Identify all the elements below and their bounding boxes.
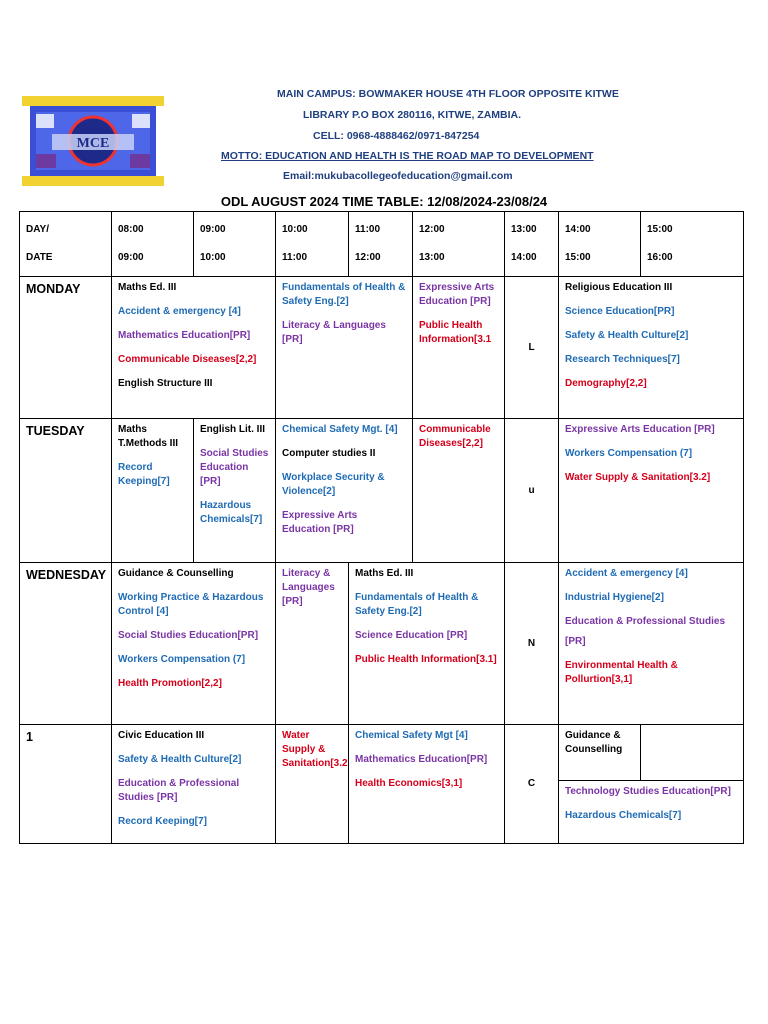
header-1000: 10:00 11:00 bbox=[276, 212, 349, 277]
thursday-1100-slot: Chemical Safety Mgt [4] Mathematics Education[PR] Health Economics[3,1] bbox=[349, 725, 505, 844]
tuesday-0800-slot: Maths T.Methods III Record Keeping[7] bbox=[112, 419, 194, 563]
wednesday-1400-slot: Accident & emergency [4] Industrial Hygiene[2] Education & Professional Studies [PR] Environmental Health & Pollurtion[3,1] bbox=[559, 563, 744, 725]
thursday-0800-slot: Civic Education III Safety & Health Culture[2] Education & Professional Studies [PR] Record Keeping[7] bbox=[112, 725, 276, 844]
address-line-1: MAIN CAMPUS: BOWMAKER HOUSE 4TH FLOOR OPPOSITE KITWE bbox=[277, 88, 619, 100]
thursday-1400-slot-top: Guidance & Counselling bbox=[559, 725, 641, 781]
thursday-1000-slot: Water Supply & Sanitation[3.2 bbox=[276, 725, 349, 844]
thursday-1400-slot-bottom: Technology Studies Education[PR] Hazardous Chemicals[7] bbox=[559, 781, 744, 844]
tuesday-1000-slot: Chemical Safety Mgt. [4] Computer studies II Workplace Security & Violence[2] Expressive Arts Education [PR] bbox=[276, 419, 413, 563]
monday-1200-slot: Expressive Arts Education [PR] Public Health Information[3.1 bbox=[413, 277, 505, 419]
header-1500: 15:00 16:00 bbox=[641, 212, 744, 277]
day-label: MONDAY bbox=[20, 277, 112, 419]
address-line-2: LIBRARY P.O BOX 280116, KITWE, ZAMBIA. bbox=[303, 109, 522, 121]
college-logo bbox=[22, 94, 164, 188]
header-1400: 14:00 15:00 bbox=[559, 212, 641, 277]
thursday-row bbox=[20, 725, 744, 781]
tuesday-1400-slot: Expressive Arts Education [PR] Workers Compensation (7] Water Supply & Sanitation[3.2] bbox=[559, 419, 744, 563]
wednesday-1000-slot: Literacy & Languages [PR] bbox=[276, 563, 349, 725]
monday-0800-slot: Maths Ed. III Accident & emergency [4] Mathematics Education[PR] Communicable Diseases[2,2] English Structure III bbox=[112, 277, 276, 419]
day-label: TUESDAY bbox=[20, 419, 112, 563]
header-0800: 08:00 09:00 bbox=[112, 212, 194, 277]
day-label: 1 bbox=[20, 725, 112, 844]
monday-row bbox=[20, 277, 744, 419]
header-1300: 13:00 14:00 bbox=[505, 212, 559, 277]
svg-text:MCE: MCE bbox=[76, 136, 110, 151]
tuesday-0900-slot: English Lit. III Social Studies Education [PR] Hazardous Chemicals[7] bbox=[194, 419, 276, 563]
monday-1000-slot: Fundamentals of Health & Safety Eng.[2] Literacy & Languages [PR] bbox=[276, 277, 413, 419]
thursday-1500-slot-top bbox=[641, 725, 744, 781]
email-line: Email:mukubacollegeofeducation@gmail.com bbox=[283, 170, 513, 182]
lunch-letter: L bbox=[505, 277, 559, 419]
lunch-letter: C bbox=[505, 725, 559, 844]
header-1100: 11:00 12:00 bbox=[349, 212, 413, 277]
tuesday-row bbox=[20, 419, 744, 563]
motto: MOTTO: EDUCATION AND HEALTH IS THE ROAD MAP TO DEVELOPMENT bbox=[221, 150, 594, 162]
header-day-date: DAY/ DATE bbox=[20, 212, 112, 277]
lunch-letter: u bbox=[505, 419, 559, 563]
timetable bbox=[19, 211, 744, 844]
phone-line: CELL: 0968-4888462/0971-847254 bbox=[313, 130, 480, 142]
wednesday-row bbox=[20, 563, 744, 725]
wednesday-0800-slot: Guidance & Counselling Working Practice & Hazardous Control [4] Social Studies Education[PR] Workers Compensation (7] Health Promotion[2,2] bbox=[112, 563, 276, 725]
day-label: WEDNESDAY bbox=[20, 563, 112, 725]
tuesday-1200-slot: Communicable Diseases[2,2] bbox=[413, 419, 505, 563]
header-1200: 12:00 13:00 bbox=[413, 212, 505, 277]
header-0900: 09:00 10:00 bbox=[194, 212, 276, 277]
time-header-row bbox=[20, 212, 744, 277]
monday-1400-slot: Religious Education III Science Education[PR] Safety & Health Culture[2] Research Techniques[7] Demography[2,2] bbox=[559, 277, 744, 419]
lunch-letter: N bbox=[505, 563, 559, 725]
timetable-title: ODL AUGUST 2024 TIME TABLE: 12/08/2024-23/08/24 bbox=[220, 194, 548, 209]
wednesday-1100-slot: Maths Ed. III Fundamentals of Health & Safety Eng.[2] Science Education [PR] Public Health Information[3.1] bbox=[349, 563, 505, 725]
